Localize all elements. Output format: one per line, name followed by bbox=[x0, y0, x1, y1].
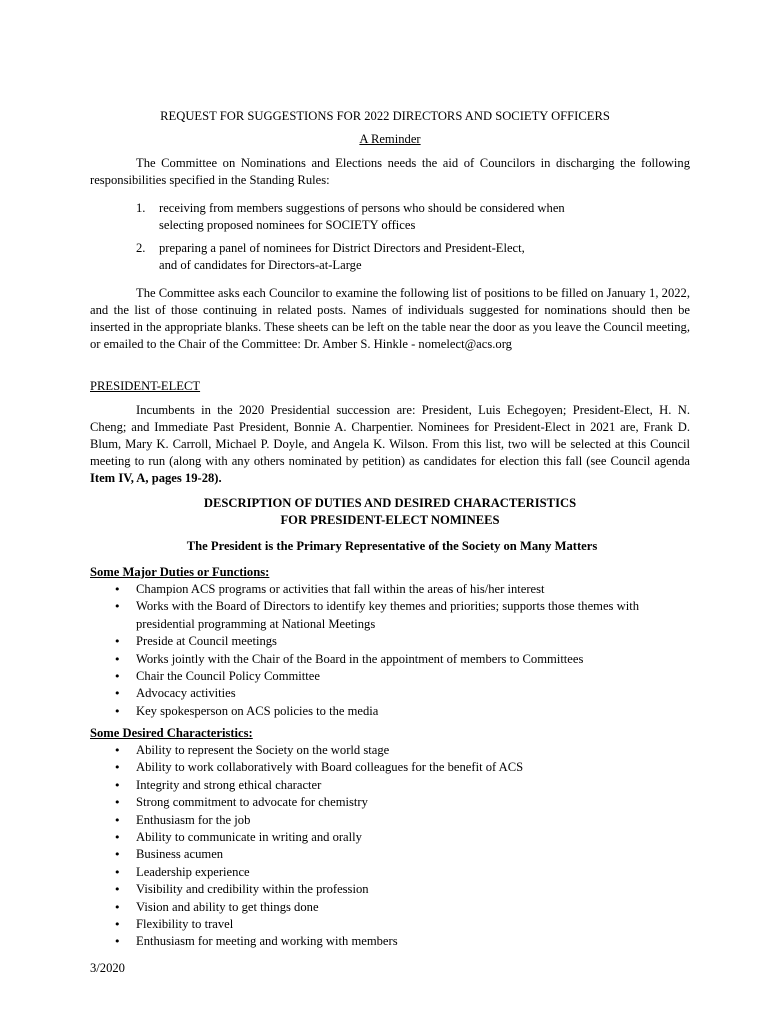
responsibility-item bbox=[90, 200, 690, 234]
president-elect-heading: PRESIDENT-ELECT bbox=[90, 379, 201, 393]
responsibility-line: preparing a panel of nominees for District Directors and President-Elect, bbox=[159, 240, 525, 255]
intro-paragraph: The Committee on Nominations and Elections needs the aid of Councilors in discharging the following responsibilities specified in the Standing Rules: bbox=[90, 156, 690, 187]
characteristics-heading: Some Desired Characteristics: bbox=[90, 726, 253, 740]
bullet-item: • Flexibility to travel bbox=[90, 916, 695, 933]
responsibilities-list bbox=[90, 200, 690, 274]
bullet-item: • Business acumen bbox=[90, 846, 695, 863]
bullet-item: • Ability to communicate in writing and orally bbox=[90, 829, 695, 846]
document-title: REQUEST FOR SUGGESTIONS FOR 2022 DIRECTORS AND SOCIETY OFFICERS bbox=[160, 109, 610, 123]
major-duties-list bbox=[90, 581, 695, 720]
bullet-item: • Visibility and credibility within the profession bbox=[90, 881, 695, 898]
bullet-item: • Strong commitment to advocate for chemistry bbox=[90, 794, 695, 811]
bullet-item: • Works jointly with the Chair of the Board in the appointment of members to Committees bbox=[90, 651, 695, 668]
major-duties-heading: Some Major Duties or Functions: bbox=[90, 565, 270, 579]
responsibility-number: 1. bbox=[136, 201, 146, 215]
responsibility-item bbox=[90, 240, 690, 274]
duties-heading-line1: DESCRIPTION OF DUTIES AND DESIRED CHARACTERISTICS bbox=[203, 496, 577, 510]
bullet-item: • Ability to work collaboratively with Board colleagues for the benefit of ACS bbox=[90, 759, 695, 776]
bullet-item: • Vision and ability to get things done bbox=[90, 899, 695, 916]
footer-date: 3/2020 bbox=[90, 961, 125, 975]
responsibility-line: selecting proposed nominees for SOCIETY offices bbox=[159, 217, 416, 232]
characteristics-list bbox=[90, 742, 695, 951]
responsibility-line: receiving from members suggestions of persons who should be considered when bbox=[159, 201, 565, 215]
bullet-item: • Advocacy activities bbox=[90, 685, 695, 702]
president-paragraph-text: Incumbents in the 2020 Presidential succession are: President, Luis Echegoyen; President-Elect, H. N. Cheng; and Immediate Past President, Bonnie A. Charpentier. Nominees for President-Elect in 2021 are, Frank D. Blum, Mary K. Carroll, Michael P. Doyle, and Angela K. Wilson. From this list, two will be selected at this Council meeting to run (along with any others nominated by petition) as candidates for election this fall (see Council agenda bbox=[90, 403, 690, 468]
bullet-item: • Key spokesperson on ACS policies to the media bbox=[90, 703, 695, 720]
bullet-item: • Leadership experience bbox=[90, 864, 695, 881]
agenda-reference: Item IV, A, pages 19-28). bbox=[90, 470, 222, 485]
duties-heading-line2: FOR PRESIDENT-ELECT NOMINEES bbox=[280, 513, 500, 527]
bullet-item: • Enthusiasm for meeting and working with members bbox=[90, 933, 695, 950]
responsibility-line: and of candidates for Directors-at-Large bbox=[159, 257, 362, 272]
bullet-item: • Enthusiasm for the job bbox=[90, 812, 695, 829]
bullet-item: • Chair the Council Policy Committee bbox=[90, 668, 695, 685]
bullet-item: • Champion ACS programs or activities that fall within the areas of his/her interest bbox=[90, 581, 695, 598]
responsibility-number: 2. bbox=[136, 240, 146, 255]
bullet-item: • Ability to represent the Society on the world stage bbox=[90, 742, 695, 759]
document-subtitle: A Reminder bbox=[359, 132, 421, 146]
bullet-item: • Works with the Board of Directors to identify key themes and priorities; supports those themes with presidential programming at National Meetings bbox=[90, 598, 695, 633]
president-paragraph bbox=[90, 402, 690, 487]
president-role-heading: The President is the Primary Representative of the Society on Many Matters bbox=[186, 539, 598, 553]
bullet-item: • Integrity and strong ethical character bbox=[90, 777, 695, 794]
committee-paragraph: The Committee asks each Councilor to examine the following list of positions to be filled on January 1, 2022, and the list of those continuing in related posts. Names of individuals suggested for nominations should then be inserted in the appropriate blanks. These sheets can be left on the table near the door as you leave the Council meeting, or emailed to the Chair of the Committee: Dr. Amber S. Hinkle - nomelect@acs.org bbox=[90, 286, 690, 351]
bullet-item: • Preside at Council meetings bbox=[90, 633, 695, 650]
